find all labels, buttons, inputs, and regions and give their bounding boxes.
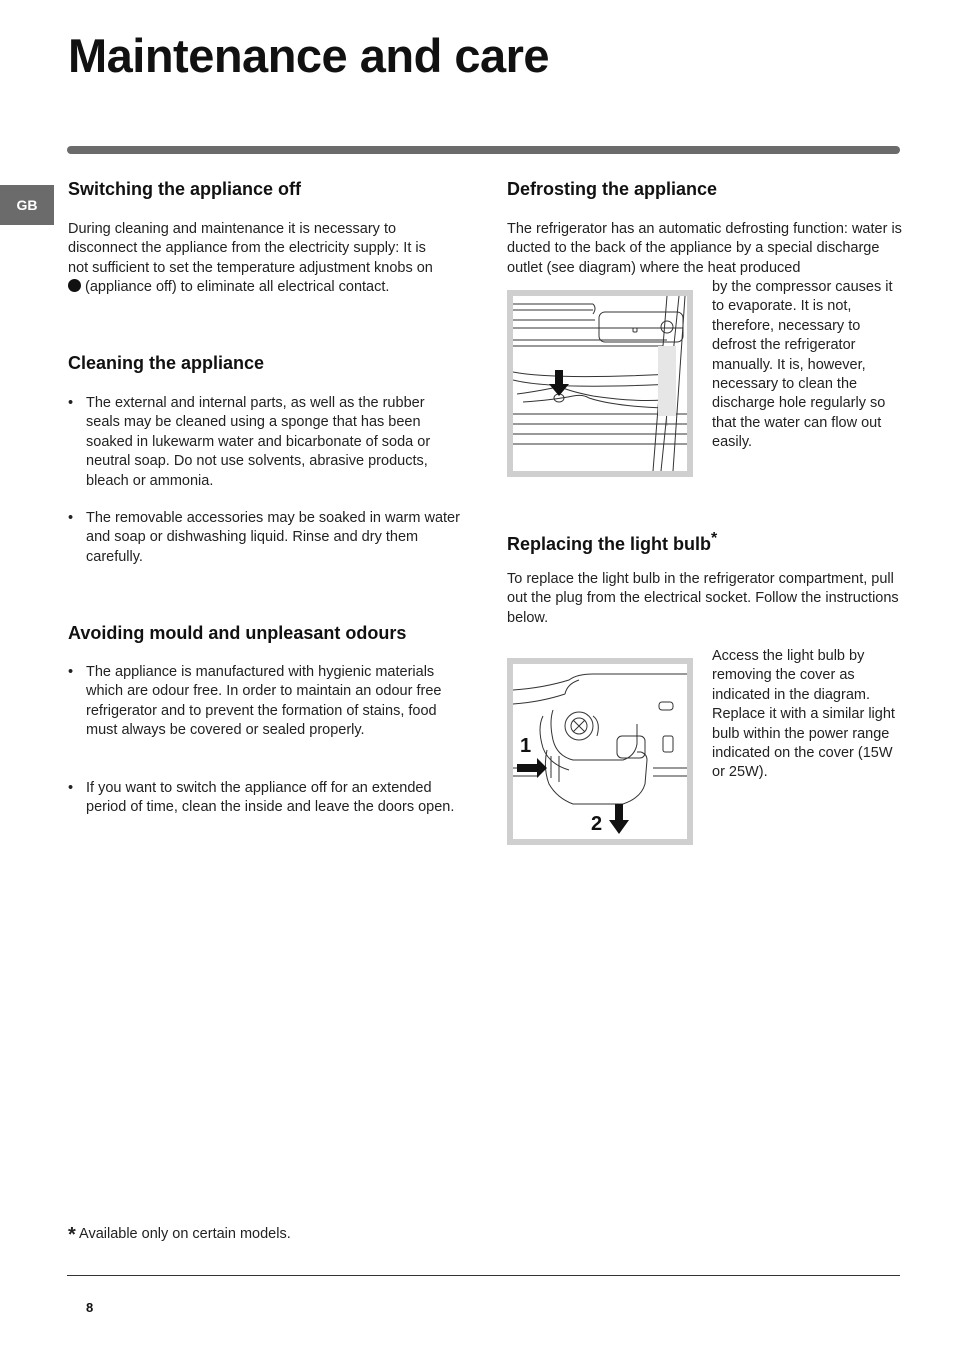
bulb-heading bbox=[507, 530, 717, 555]
bullet-icon: • bbox=[68, 395, 74, 411]
switching-text-after: (appliance off) to eliminate all electrical contact. bbox=[85, 279, 390, 296]
list-item-text: The removable accessories may be soaked in warm water and soap or dishwashing liquid. Rinse and dry them carefully. bbox=[86, 510, 460, 565]
bulb-intro: To replace the light bulb in the refrigerator compartment, pull out the plug from the electrical socket. Follow the instructions below. bbox=[507, 571, 899, 626]
bullet-icon: • bbox=[68, 780, 74, 796]
arrow-icon bbox=[609, 804, 629, 834]
list-item-text: If you want to switch the appliance off for an extended period of time, clean the inside and leave the doors open. bbox=[86, 780, 455, 816]
light-bulb-diagram bbox=[507, 658, 693, 845]
list-item-text: The external and internal parts, as well as the rubber seals may be cleaned using a sponge that has been soaked in lukewarm water and bicarbonate of soda or neutral soap. Do not use solvents, abrasive products, bleach or ammonia. bbox=[86, 395, 431, 489]
page-number: 8 bbox=[86, 1300, 94, 1315]
off-symbol-icon bbox=[68, 279, 81, 292]
bulb-heading-text: Replacing the light bulb bbox=[507, 534, 711, 554]
bulb-heading-mark: * bbox=[711, 530, 718, 547]
switching-text bbox=[68, 220, 434, 298]
defrosting-intro: The refrigerator has an automatic defrosting function: water is ducted to the back of the appliance by a special discharge outlet (see diagram) where the heat produced bbox=[507, 221, 902, 276]
bullet-icon: • bbox=[68, 510, 74, 526]
bullet-icon: • bbox=[68, 664, 74, 680]
footnote-text: Available only on certain models. bbox=[79, 1226, 291, 1242]
footnote bbox=[68, 1224, 291, 1247]
light-bulb-illustration bbox=[513, 664, 687, 839]
step-2-label: 2 bbox=[591, 813, 603, 835]
switching-heading: Switching the appliance off bbox=[68, 179, 302, 199]
arrow-icon bbox=[549, 370, 569, 396]
cleaning-heading: Cleaning the appliance bbox=[68, 353, 265, 373]
step-1-label: 1 bbox=[520, 735, 532, 757]
defrost-diagram bbox=[507, 290, 693, 477]
arrow-icon bbox=[517, 758, 547, 778]
footnote-mark: * bbox=[68, 1224, 76, 1246]
header-rule bbox=[67, 146, 900, 154]
page-title: Maintenance and care bbox=[68, 29, 550, 82]
switching-text-before: During cleaning and maintenance it is necessary to disconnect the appliance from the electricity supply: It is not sufficient to set the temperature adjustment knobs on bbox=[68, 221, 433, 276]
defrost-outlet-illustration bbox=[513, 296, 687, 471]
footer-rule bbox=[67, 1275, 900, 1276]
mould-heading: Avoiding mould and unpleasant odours bbox=[68, 623, 407, 643]
defrosting-side-text: by the compressor causes it to evaporate. It is not, therefore, necessary to defrost the refrigerator manually. It is, however, necessary to clean the discharge hole regularly so that the water can flow out easily. bbox=[712, 279, 893, 451]
defrosting-heading: Defrosting the appliance bbox=[507, 179, 718, 199]
bulb-side-text: Access the light bulb by removing the cover as indicated in the diagram. Replace it with a similar light bulb within the power range indicated on the cover (15W or 25W). bbox=[712, 648, 895, 781]
list-item-text: The appliance is manufactured with hygienic materials which are odour free. In order to maintain an odour free refrigerator and to prevent the formation of stains, food must always be covered or sealed properly. bbox=[86, 664, 442, 739]
language-tab: GB bbox=[0, 185, 54, 225]
